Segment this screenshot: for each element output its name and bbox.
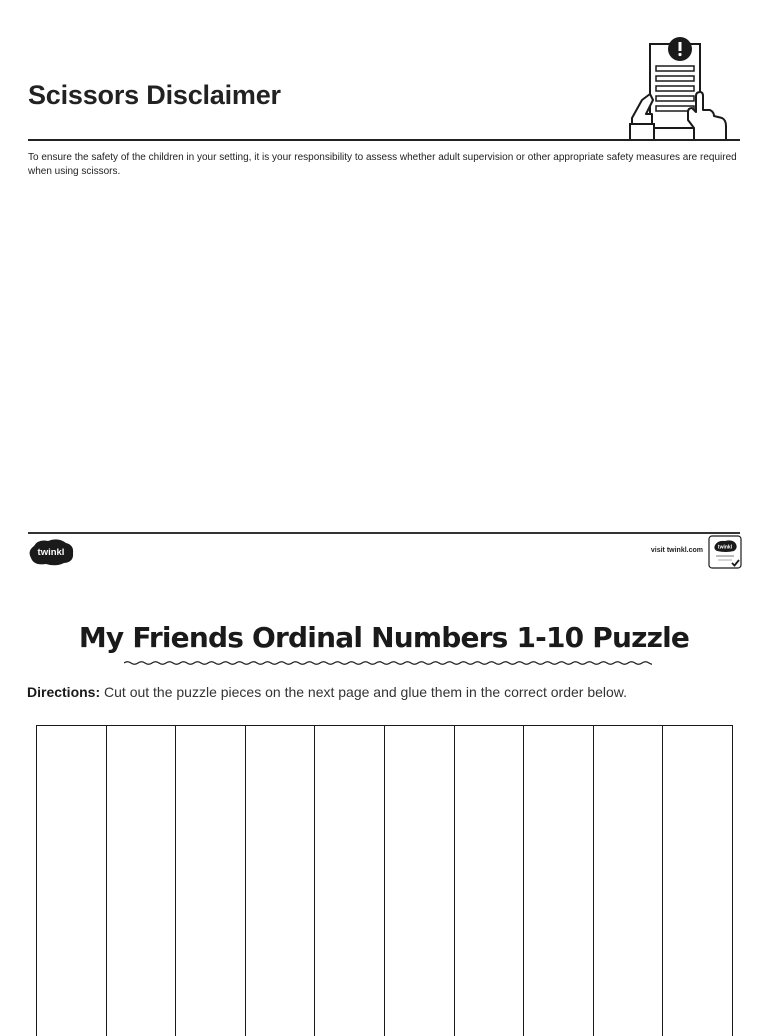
puzzle-title: My Friends Ordinal Numbers 1-10 Puzzle xyxy=(78,621,690,654)
disclaimer-text: To ensure the safety of the children in your setting, it is your responsibility to assess whether adult supervision or other appropriate safety measures are required when using scissors. xyxy=(28,152,737,177)
footer-divider xyxy=(28,532,740,534)
clipboard-warning-icon xyxy=(626,32,732,142)
directions-text xyxy=(27,684,627,700)
quality-badge-icon xyxy=(708,535,742,569)
puzzle-slot xyxy=(315,726,385,1036)
directions-body: Cut out the puzzle pieces on the next page and glue them in the correct order below. xyxy=(100,684,628,700)
wavy-underline xyxy=(124,658,652,668)
puzzle-page xyxy=(0,585,768,1024)
puzzle-grid xyxy=(36,725,733,1036)
puzzle-slot xyxy=(385,726,455,1036)
twinkl-logo xyxy=(28,538,74,566)
puzzle-slot xyxy=(246,726,316,1036)
puzzle-slot xyxy=(176,726,246,1036)
visit-link[interactable]: visit twinkl.com xyxy=(650,547,703,554)
header-divider xyxy=(28,139,740,141)
puzzle-slot xyxy=(37,726,107,1036)
puzzle-slot xyxy=(663,726,732,1036)
puzzle-slot xyxy=(107,726,177,1036)
badge-logo-text: twinkl xyxy=(717,544,733,551)
puzzle-slot xyxy=(455,726,525,1036)
twinkl-logo-text: twinkl xyxy=(37,547,65,558)
directions-label: Directions: xyxy=(27,684,101,700)
puzzle-slot xyxy=(594,726,664,1036)
puzzle-slot xyxy=(524,726,594,1036)
disclaimer-title: Scissors Disclaimer xyxy=(28,80,281,110)
